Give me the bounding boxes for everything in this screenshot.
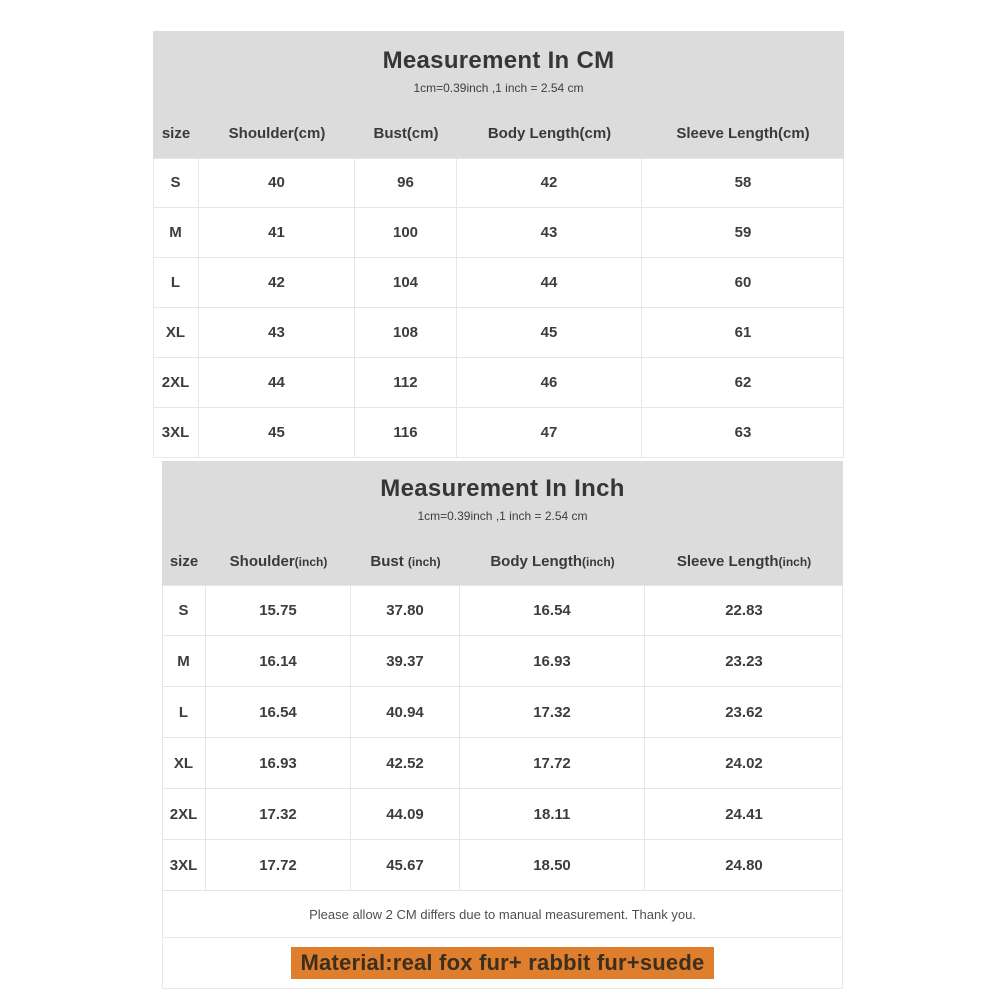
size-cell: S [162,585,206,635]
cm-subtitle: 1cm=0.39inch ,1 inch = 2.54 cm [413,81,584,95]
table-row [153,408,844,458]
value-cell: 15.75 [206,585,351,635]
table-row [162,789,843,840]
value-cell: 17.72 [460,738,645,788]
value-cell: 39.37 [351,636,460,686]
size-cell: L [162,687,206,737]
measurement-note-text: Please allow 2 CM differs due to manual measurement. Thank you. [309,906,696,922]
table-row [162,687,843,738]
measurement-note [162,891,843,938]
inch-column-header-row [162,537,843,585]
value-cell: 104 [355,258,457,307]
value-cell: 46 [457,358,642,407]
value-cell: 44 [457,258,642,307]
inch-table-body [162,585,843,891]
column-header-bust [351,553,460,570]
column-header-body-length: Body Length(cm) [487,124,612,142]
value-cell: 23.23 [725,652,763,670]
value-cell: 42 [457,158,642,207]
size-cell: L [153,258,199,307]
value-cell: 45 [199,408,355,457]
value-cell: 108 [355,308,457,357]
column-header-label: Body Length [490,552,582,570]
value-cell: 59 [734,224,752,241]
size-cell: 3XL [162,840,206,890]
size-cell: M [162,636,206,686]
value-cell: 16.93 [206,738,351,788]
value-cell: 37.80 [351,585,460,635]
cm-title: Measurement In CM [382,47,615,74]
value-cell: 47 [457,408,642,457]
size-cell: XL [153,308,199,357]
column-header-label: Sleeve Length [676,552,779,570]
size-cell: XL [162,738,206,788]
column-header-shoulder [206,553,351,570]
value-cell: 96 [355,158,457,207]
value-cell: 18.50 [460,840,645,890]
value-cell: 61 [734,324,752,341]
value-cell: 43 [457,208,642,257]
size-cell: 3XL [153,408,199,457]
inch-header-band [162,461,843,585]
size-cell: 2XL [162,789,206,839]
value-cell: 18.11 [460,789,645,839]
value-cell: 24.02 [725,754,763,772]
table-row [153,258,844,308]
table-row [162,585,843,636]
material-row [162,938,843,989]
value-cell: 40 [199,158,355,207]
value-cell: 16.54 [206,687,351,737]
value-cell: 60 [734,274,752,291]
value-cell: 17.72 [206,840,351,890]
size-cell: S [153,158,199,207]
inch-subtitle: 1cm=0.39inch ,1 inch = 2.54 cm [417,509,588,523]
column-header-label: Bust [370,552,408,570]
column-header-unit: (inch) [778,554,812,569]
table-row [153,308,844,358]
value-cell: 44.09 [351,789,460,839]
column-header-sleeve-length [645,553,843,570]
value-cell: 116 [355,408,457,457]
column-header-sleeve-length: Sleeve Length(cm) [676,124,810,142]
column-header-unit: (inch) [407,554,441,569]
value-cell: 58 [734,174,752,191]
value-cell: 112 [355,358,457,407]
value-cell: 17.32 [460,687,645,737]
cm-section [153,31,844,458]
value-cell: 40.94 [351,687,460,737]
table-row [153,358,844,408]
value-cell: 44 [199,358,355,407]
table-row [162,738,843,789]
column-header-size: size [161,124,191,142]
column-header-unit: (inch) [294,554,328,569]
value-cell: 43 [199,308,355,357]
value-cell: 22.83 [725,601,763,619]
value-cell: 100 [355,208,457,257]
cm-table-body [153,158,844,458]
column-header-unit: (inch) [581,554,615,569]
footer-section [162,891,843,989]
value-cell: 23.62 [725,703,763,721]
inch-section [162,461,843,891]
table-row [162,636,843,687]
column-header-shoulder: Shoulder(cm) [228,124,326,142]
table-row [153,208,844,258]
value-cell: 42.52 [351,738,460,788]
value-cell: 16.14 [206,636,351,686]
column-header-size [162,553,206,570]
value-cell: 42 [199,258,355,307]
value-cell: 45.67 [351,840,460,890]
material-highlight-text: Material:real fox fur+ rabbit fur+suede [291,947,715,979]
column-header-label: Shoulder [229,552,295,570]
value-cell: 16.54 [460,585,645,635]
value-cell: 24.80 [725,856,763,874]
table-row [153,158,844,208]
column-header-bust: Bust(cm) [373,124,439,142]
value-cell: 24.41 [725,805,763,823]
inch-title: Measurement In Inch [380,475,625,502]
value-cell: 45 [457,308,642,357]
cm-header-band [153,31,844,158]
value-cell: 62 [734,374,752,391]
column-header-label: size [169,552,199,570]
value-cell: 63 [734,424,752,441]
value-cell: 41 [199,208,355,257]
cm-column-header-row [153,108,844,158]
size-cell: M [153,208,199,257]
table-row [162,840,843,891]
column-header-body-length [460,553,645,570]
size-cell: 2XL [153,358,199,407]
value-cell: 16.93 [460,636,645,686]
value-cell: 17.32 [206,789,351,839]
